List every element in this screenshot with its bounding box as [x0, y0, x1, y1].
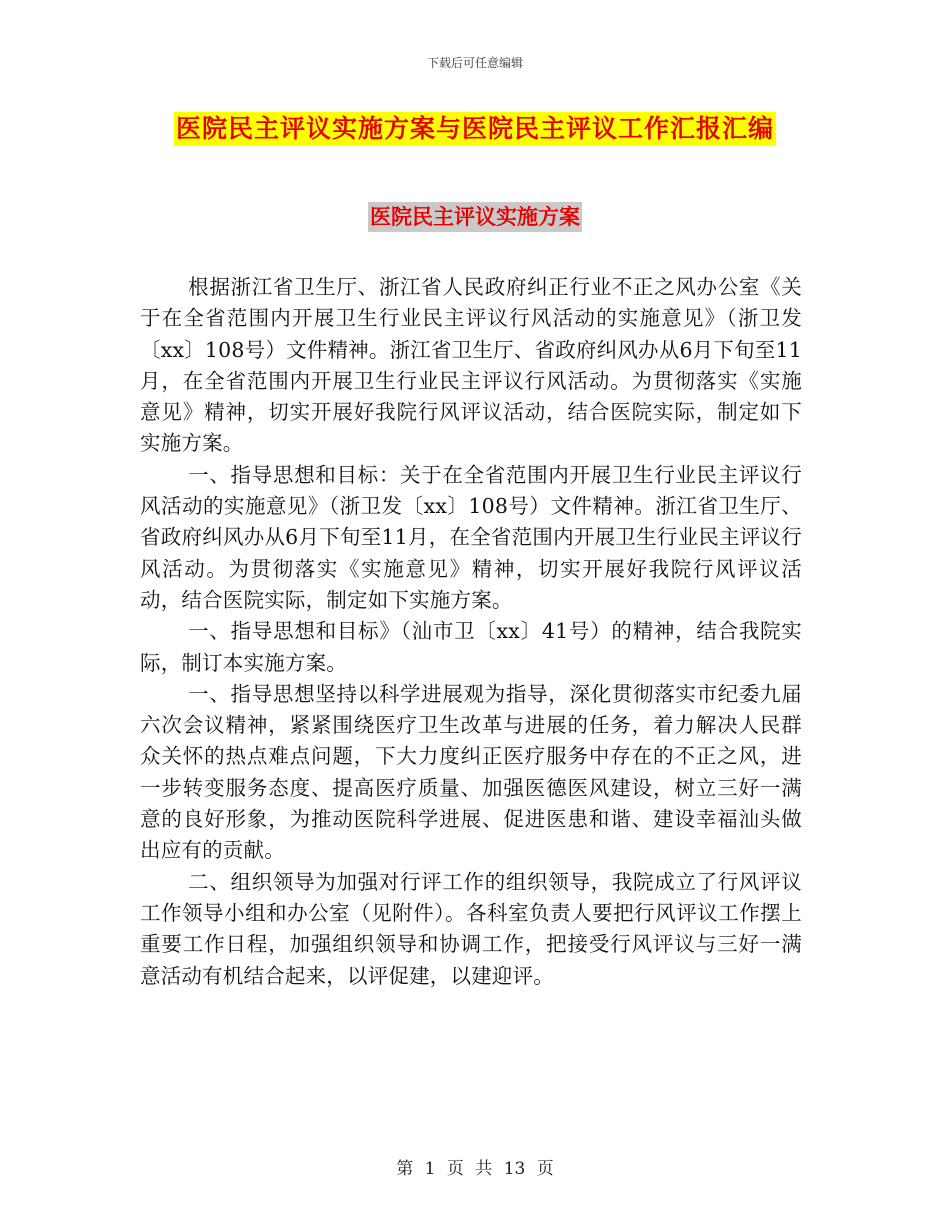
paragraph: 一、指导思想和目标》（汕市卫〔xx〕41号）的精神，结合我院实际，制订本实施方案。 — [140, 619, 802, 675]
paragraph: 一、指导思想和目标：关于在全省范围内开展卫生行业民主评议行风活动的实施意见》（浙卫发〔xx〕108号）文件精神。浙江省卫生厅、省政府纠风办从6月下旬至11月，在全省范围内开展卫生行业民主评议行风活动。为贯彻落实《实施意见》精神，切实开展好我院行风评议活动，结合医院实际，制定如下实施方案。 — [140, 462, 802, 612]
body-text — [140, 272, 802, 992]
page-number-footer: 第 1 页 共 13 页 — [396, 1159, 554, 1179]
paragraph: 一、指导思想坚持以科学进展观为指导，深化贯彻落实市纪委九届六次会议精神，紧紧围绕医疗卫生改革与进展的任务，着力解决人民群众关怀的热点难点问题，下大力度纠正医疗服务中存在的不正之风，进一步转变服务态度、提高医疗质量、加强医德医风建设，树立三好一满意的良好形象，为推动医院科学进展、促进医患和谐、建设幸福汕头做出应有的贡献。 — [140, 681, 802, 863]
main-title — [0, 112, 950, 146]
main-title-text: 医院民主评议实施方案与医院民主评议工作汇报汇编 — [174, 112, 776, 146]
paragraph: 二、组织领导为加强对行评工作的组织领导，我院成立了行风评议工作领导小组和办公室（见附件）。各科室负责人要把行风评议工作摆上重要工作日程，加强组织领导和协调工作，把接受行风评议与三好一满意活动有机结合起来，以评促建，以建迎评。 — [140, 869, 802, 988]
section-title — [0, 202, 950, 232]
paragraph: 根据浙江省卫生厅、浙江省人民政府纠正行业不正之风办公室《关于在全省范围内开展卫生行业民主评议行风活动的实施意见》（浙卫发〔xx〕108号）文件精神。浙江省卫生厅、省政府纠风办从6月下旬至11月，在全省范围内开展卫生行业民主评议行风活动。为贯彻落实《实施意见》精神，切实开展好我院行风评议活动，结合医院实际，制定如下实施方案。 — [140, 275, 802, 456]
section-title-text: 医院民主评议实施方案 — [368, 202, 582, 232]
header-note: 下载后可任意编辑 — [426, 56, 523, 70]
